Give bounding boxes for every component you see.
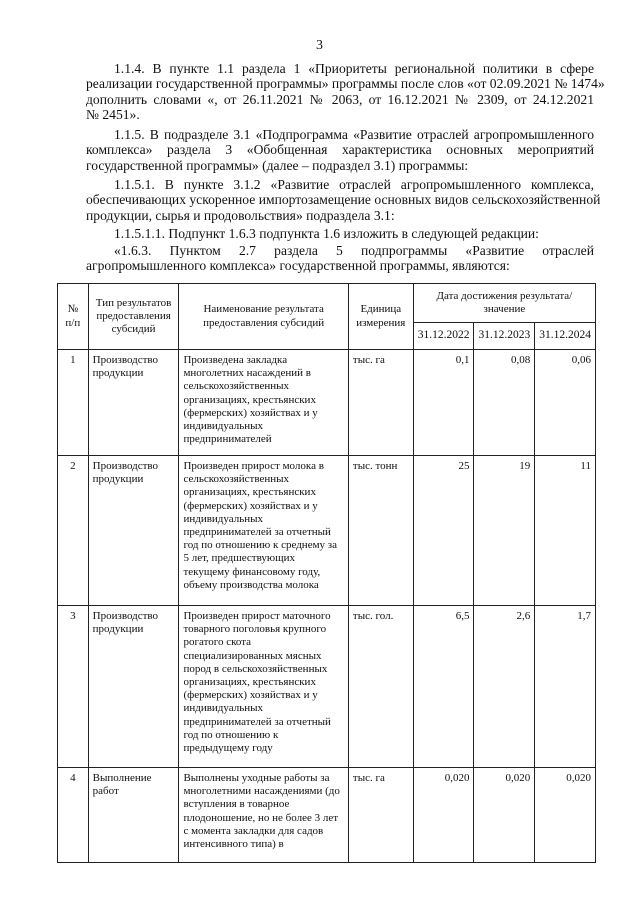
table-row	[58, 350, 596, 456]
row-value: 11	[535, 456, 596, 606]
text-line: государственной программы» (далее – подраздел 3.1) программы:	[86, 157, 469, 173]
row-unit: тыс. га	[348, 768, 413, 863]
row-unit: тыс. га	[348, 350, 413, 456]
text-line: № 2451».	[86, 107, 140, 123]
text-line: комплекса» раздела 3 «Обобщенная характеристика основных мероприятий	[86, 142, 594, 158]
row-value: 6,5	[413, 606, 474, 768]
results-table	[57, 283, 596, 863]
row-type: Производство продукции	[88, 606, 179, 768]
header-name: Наименование результата предоставления субсидий	[179, 284, 348, 350]
row-value: 0,020	[474, 768, 535, 863]
row-num: 1	[58, 350, 89, 456]
row-value: 0,020	[535, 768, 596, 863]
header-date: 31.12.2022	[413, 323, 474, 350]
row-unit: тыс. гол.	[348, 606, 413, 768]
row-name: Произведен прирост молока в сельскохозяйственных организациях, крестьянских (фермерских) хозяйствах и у индивидуальных предпринимателей за отчетный год по отношению к среднему за 5 лет, предшествующих текущему финансовому году, объему производства молока	[179, 456, 348, 606]
row-value: 2,6	[474, 606, 535, 768]
header-type: Тип результатов предоставления субсидий	[88, 284, 179, 350]
text-line: 1.1.5.1.1. Подпункт 1.6.3 подпункта 1.6 изложить в следующей редакции:	[114, 226, 539, 241]
header-date-group: Дата достижения результата/значение	[413, 284, 595, 323]
text-line: реализации государственной программы» программы после слов «от 02.09.2021 № 1474»	[86, 76, 605, 92]
header-date: 31.12.2024	[535, 323, 596, 350]
text-line: агропромышленного комплекса» государственной программы, являются:	[86, 258, 510, 274]
table-row	[58, 606, 596, 768]
row-value: 1,7	[535, 606, 596, 768]
row-type: Производство продукции	[88, 456, 179, 606]
row-type: Выполнение работ	[88, 768, 179, 863]
table-row	[58, 768, 596, 863]
row-type: Производство продукции	[88, 350, 179, 456]
text-line: обеспечивающих ускоренное импортозамещение основных видов сельскохозяйственной	[86, 192, 601, 208]
row-value: 0,06	[535, 350, 596, 456]
row-value: 0,020	[413, 768, 474, 863]
text-line: продукции, сырья и продовольствия» подраздела 3.1:	[86, 207, 395, 223]
text-line: 1.1.5.1. В пункте 3.1.2 «Развитие отраслей агропромышленного комплекса,	[114, 177, 594, 192]
row-num: 3	[58, 606, 89, 768]
row-num: 2	[58, 456, 89, 606]
header-unit: Единица измерения	[348, 284, 413, 350]
row-value: 19	[474, 456, 535, 606]
header-num: № п/п	[58, 284, 89, 350]
row-value: 0,08	[474, 350, 535, 456]
paragraph-2	[86, 127, 594, 173]
row-name: Выполнены уходные работы за многолетними насаждениями (до вступления в товарное плодоношение, но не более 3 лет с момента закладки для садов интенсивного типа) в	[179, 768, 348, 863]
text-line: 1.1.5. В подразделе 3.1 «Подпрограмма «Развитие отраслей агропромышленного	[114, 127, 594, 142]
row-num: 4	[58, 768, 89, 863]
text-line: дополнить словами «, от 26.11.2021 № 2063, от 16.12.2021 № 2309, от 24.12.2021	[86, 91, 594, 107]
paragraph-1	[86, 61, 605, 123]
text-line: «1.6.3. Пунктом 2.7 раздела 5 подпрограммы «Развитие отраслей	[114, 243, 594, 258]
table-row	[58, 456, 596, 606]
header-date: 31.12.2023	[474, 323, 535, 350]
row-name: Произведен прирост маточного товарного поголовья крупного рогатого скота специализированных мясных пород в сельскохозяйственных организациях, крестьянских (фермерских) хозяйствах и у индивидуальных предпринимателей за отчетный год по отношению к предыдущему году	[179, 606, 348, 768]
paragraph-4	[86, 226, 594, 241]
table-header-row	[58, 284, 596, 323]
row-unit: тыс. тонн	[348, 456, 413, 606]
page-number: 3	[316, 38, 323, 53]
row-value: 25	[413, 456, 474, 606]
row-name: Произведена закладка многолетних насаждений в сельскохозяйственных организациях, крестьянских (фермерских) хозяйствах и у индивидуальных предпринимателей	[179, 350, 348, 456]
row-value: 0,1	[413, 350, 474, 456]
text-line: 1.1.4. В пункте 1.1 раздела 1 «Приоритеты региональной политики в сфере	[114, 61, 594, 76]
paragraph-5	[86, 243, 594, 274]
paragraph-3	[86, 177, 601, 223]
